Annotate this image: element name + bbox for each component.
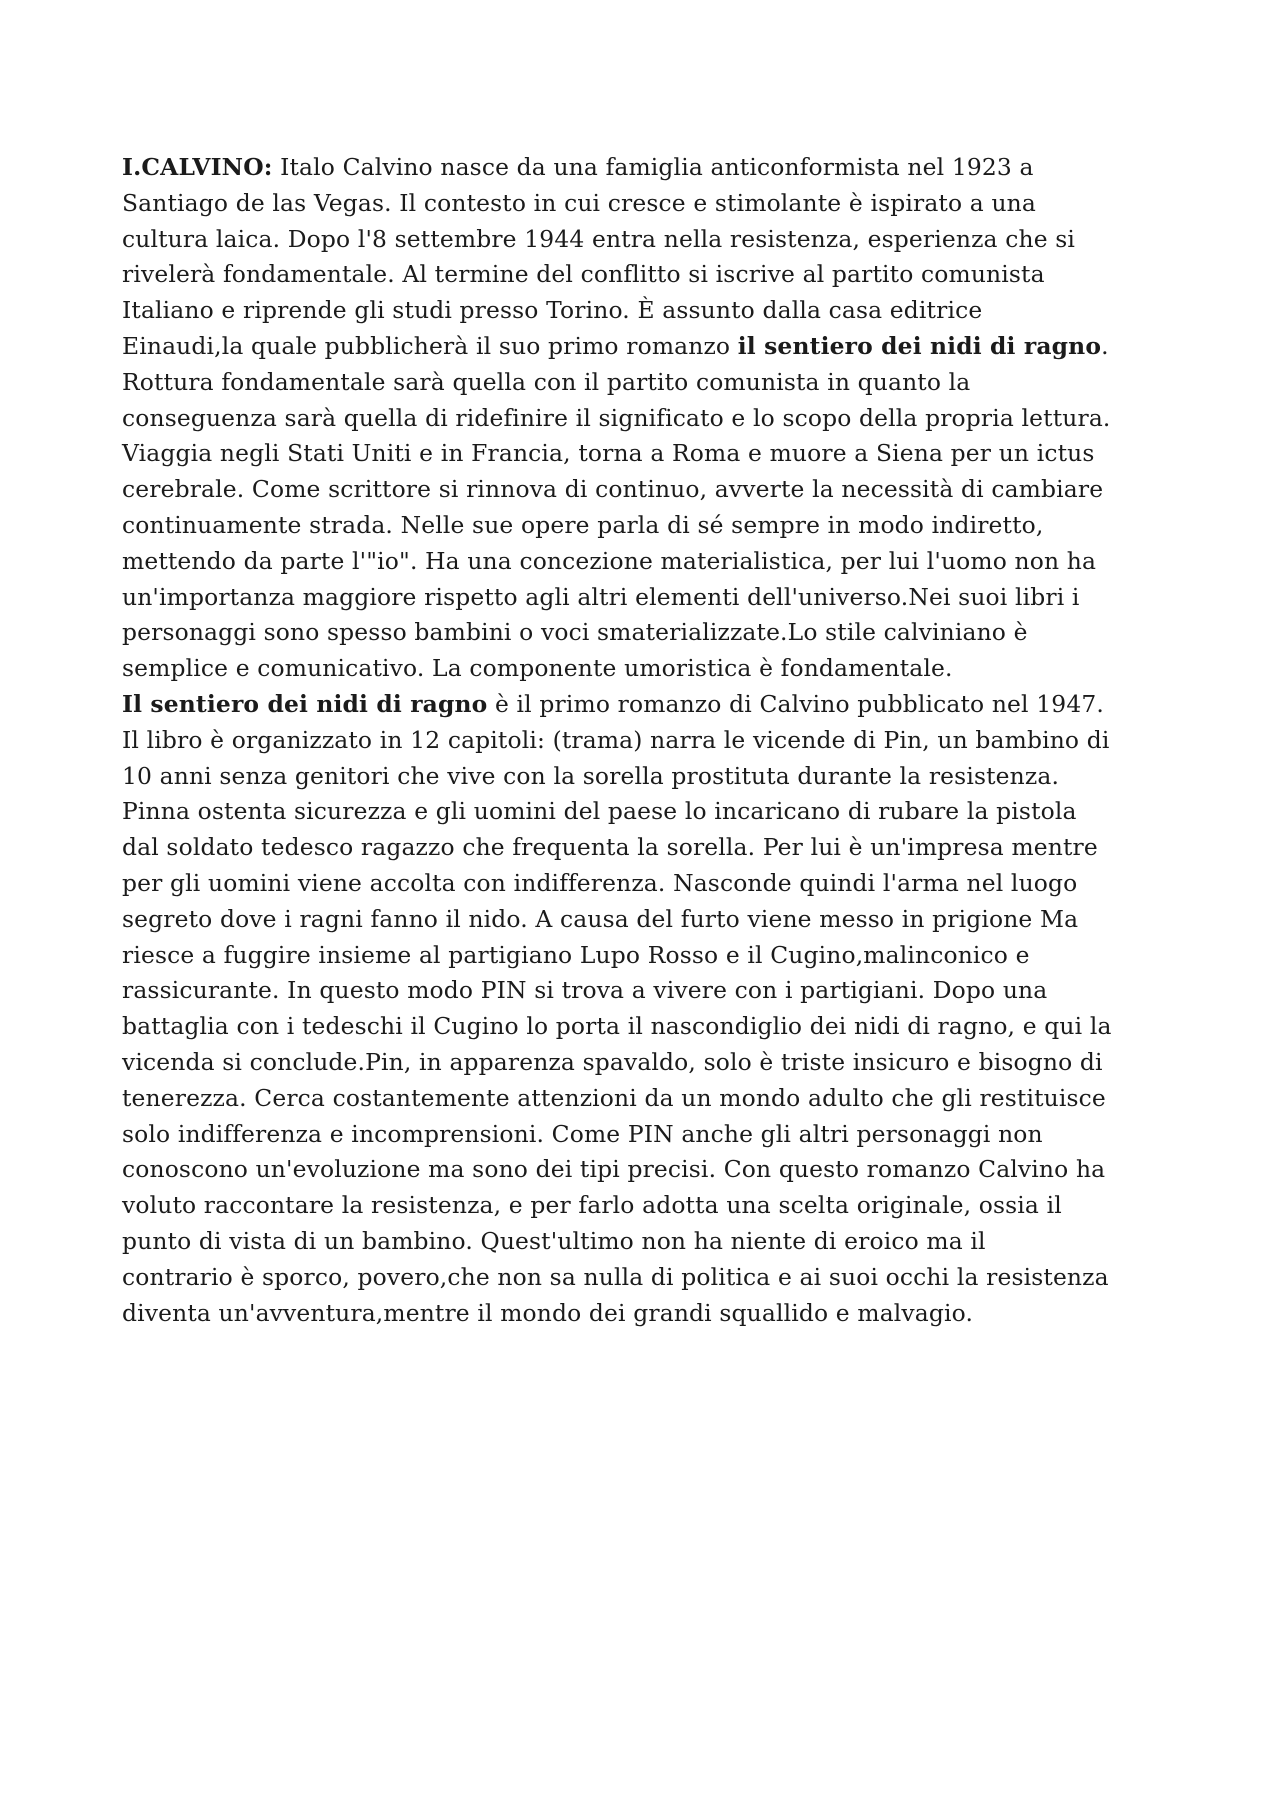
- document-body: [122, 150, 1172, 1331]
- text-line: Pinna ostenta sicurezza e gli uomini del paese lo incaricano di rubare la pistola: [122, 797, 1077, 826]
- text-line: Viaggia negli Stati Uniti e in Francia, torna a Roma e muore a Siena per un ictus: [122, 439, 1095, 468]
- text-line: rivelerà fondamentale. Al termine del conflitto si iscrive al partito comunista: [122, 260, 1045, 289]
- text-line: contrario è sporco, povero,che non sa nulla di politica e ai suoi occhi la resistenza: [122, 1262, 1109, 1291]
- text-line: Rottura fondamentale sarà quella con il partito comunista in quanto la: [122, 367, 971, 396]
- text-line: battaglia con i tedeschi il Cugino lo porta il nascondiglio dei nidi di ragno, e qui la: [122, 1012, 1112, 1041]
- text-line: [122, 150, 1172, 186]
- text-span: .: [1101, 331, 1109, 360]
- text-line: punto di vista di un bambino. Quest'ultimo non ha niente di eroico ma il: [122, 1226, 986, 1255]
- text-line: vicenda si conclude.Pin, in apparenza spavaldo, solo è triste insicuro e bisogno di: [122, 1047, 1103, 1076]
- text-line: rassicurante. In questo modo PIN si trova a vivere con i partigiani. Dopo una: [122, 976, 1048, 1005]
- text-line: conseguenza sarà quella di ridefinire il significato e lo scopo della propria lettura.: [122, 403, 1111, 432]
- text-line: Il libro è organizzato in 12 capitoli: (trama) narra le vicende di Pin, un bambino di: [122, 725, 1110, 754]
- text-span: Einaudi,la quale pubblicherà il suo primo romanzo: [122, 331, 738, 360]
- text-line: solo indifferenza e incomprensioni. Come PIN anche gli altri personaggi non: [122, 1119, 1043, 1148]
- text-line: diventa un'avventura,mentre il mondo dei grandi squallido e malvagio.: [122, 1298, 974, 1327]
- text-line: segreto dove i ragni fanno il nido. A causa del furto viene messo in prigione Ma: [122, 904, 1079, 933]
- text-line: tenerezza. Cerca costantemente attenzioni da un mondo adulto che gli restituisce: [122, 1083, 1106, 1112]
- text-line: 10 anni senza genitori che vive con la sorella prostituta durante la resistenza.: [122, 761, 1060, 790]
- novel-title-inline: il sentiero dei nidi di ragno: [737, 331, 1102, 360]
- text-line: dal soldato tedesco ragazzo che frequenta la sorella. Per lui è un'impresa mentre: [122, 833, 1098, 862]
- text-line: un'importanza maggiore rispetto agli altri elementi dell'universo.Nei suoi libri i: [122, 582, 1080, 611]
- text-line: riesce a fuggire insieme al partigiano Lupo Rosso e il Cugino,malinconico e: [122, 940, 1030, 969]
- text-line: voluto raccontare la resistenza, e per farlo adotta una scelta originale, ossia il: [122, 1191, 1062, 1220]
- text-line: [122, 687, 1172, 723]
- text-span: è il primo romanzo di Calvino pubblicato nel 1947.: [487, 689, 1104, 718]
- text-line: conoscono un'evoluzione ma sono dei tipi precisi. Con questo romanzo Calvino ha: [122, 1155, 1106, 1184]
- text-line: mettendo da parte l'"io". Ha una concezione materialistica, per lui l'uomo non ha: [122, 546, 1097, 575]
- novel-title-heading: Il sentiero dei nidi di ragno: [122, 689, 488, 718]
- text-line: Santiago de las Vegas. Il contesto in cui cresce e stimolante è ispirato a una: [122, 188, 1036, 217]
- text-line: [122, 329, 1172, 365]
- text-line: continuamente strada. Nelle sue opere parla di sé sempre in modo indiretto,: [122, 510, 1044, 539]
- text-line: cultura laica. Dopo l'8 settembre 1944 entra nella resistenza, esperienza che si: [122, 224, 1076, 253]
- text-line: semplice e comunicativo. La componente umoristica è fondamentale.: [122, 654, 953, 683]
- text-line: per gli uomini viene accolta con indifferenza. Nasconde quindi l'arma nel luogo: [122, 868, 1078, 897]
- author-heading: I.CALVINO:: [122, 153, 273, 181]
- text-line: cerebrale. Come scrittore si rinnova di continuo, avverte la necessità di cambiare: [122, 475, 1104, 504]
- text-line: personaggi sono spesso bambini o voci smaterializzate.Lo stile calviniano è: [122, 618, 1028, 647]
- text-span: Italo Calvino nasce da una famiglia anticonformista nel 1923 a: [272, 153, 1034, 181]
- text-line: Italiano e riprende gli studi presso Torino. È assunto dalla casa editrice: [122, 296, 983, 325]
